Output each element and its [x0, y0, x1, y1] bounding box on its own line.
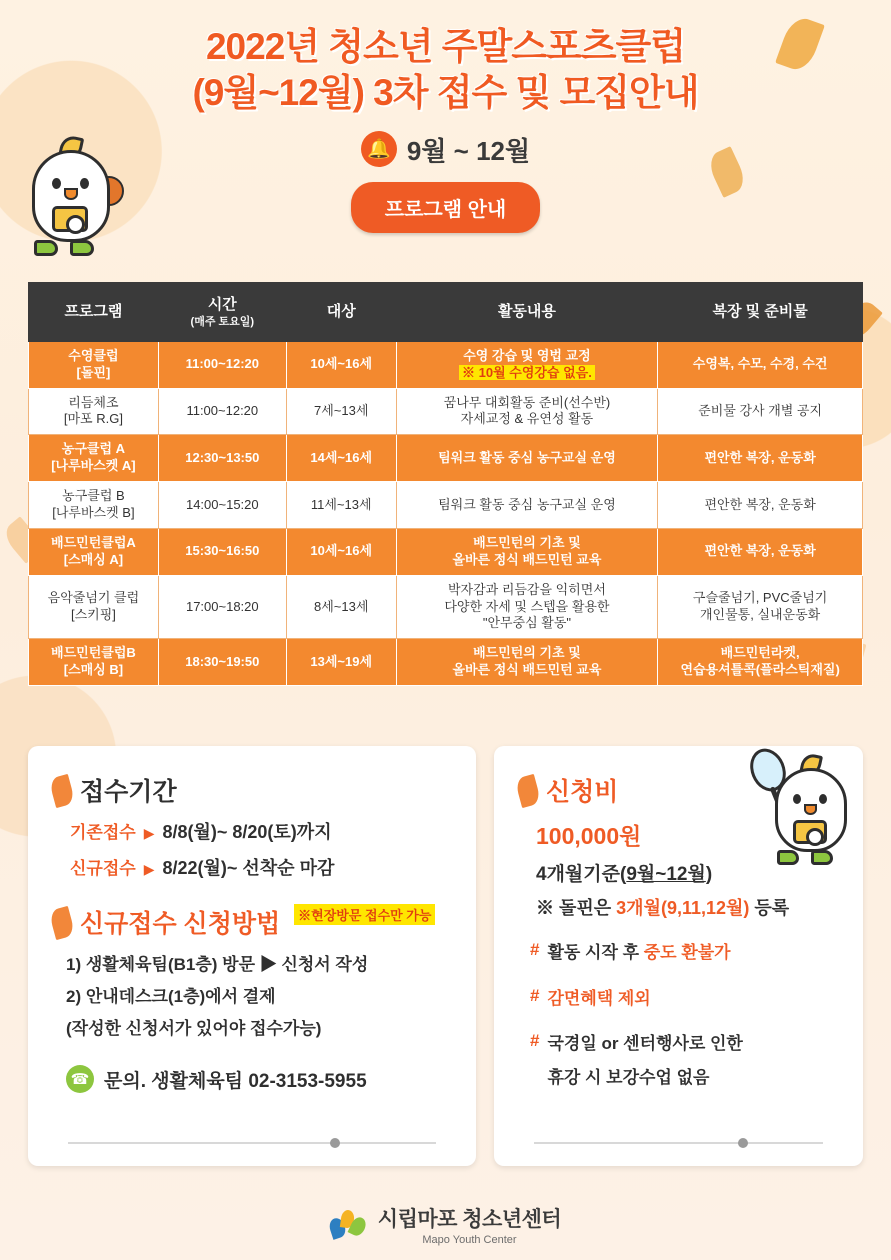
mascot-beak [804, 804, 817, 815]
col-program-label: 프로그램 [64, 303, 123, 321]
mascot-foot-left [777, 850, 799, 865]
fee-note-text: 활동 시작 후 중도 환불가 [547, 943, 731, 962]
existing-registration-label: 기존접수 [70, 823, 136, 842]
table-cell [29, 639, 159, 686]
fee-amount: 100,000원 [536, 823, 642, 849]
program-table [28, 282, 863, 686]
period-row [0, 131, 891, 168]
cell-main: 배드민턴클럽A [51, 534, 136, 550]
table-cell [286, 639, 396, 686]
camera-icon [793, 820, 827, 844]
cell-main: 팀워크 활동 중심 농구교실 운영 [438, 449, 616, 465]
new-registration-label: 신규접수 [70, 859, 136, 878]
table-cell [658, 575, 863, 639]
how-to-apply-heading [52, 904, 452, 940]
fee-dolphin-months: 3개월(9,11,12월) [616, 898, 750, 918]
mascot-foot-right [811, 850, 833, 865]
mascot-beak [64, 188, 78, 200]
table-cell [396, 435, 658, 482]
panel-divider [68, 1142, 436, 1144]
table-row [29, 435, 863, 482]
table-cell [658, 341, 863, 388]
cell-main: 수영복, 수모, 수경, 수건 [692, 356, 828, 372]
cell-main: 배드민턴의 기초 및 [473, 534, 581, 550]
fee-note-row [518, 940, 839, 966]
fee-dolphin-post: 등록 [749, 898, 790, 918]
col-target [286, 283, 396, 342]
fee-note-text: 감면혜택 제외 [547, 988, 651, 1008]
cell-main: 배드민턴의 기초 및 [473, 645, 581, 661]
table-cell [29, 341, 159, 388]
apply-step: 1) 생활체육팀(B1층) 방문 ▶ 신청서 작성 [66, 955, 369, 974]
cell-sub: ※ 10월 수영강습 없음. [401, 365, 654, 382]
table-cell [158, 528, 286, 575]
mascot-foot-left [34, 240, 58, 256]
fee-basis-pre: 4개월기준( [536, 864, 627, 885]
table-cell [158, 639, 286, 686]
table-cell [396, 575, 658, 639]
cell-main: 농구클럽 B [62, 488, 125, 504]
table-row [29, 575, 863, 639]
table-cell [158, 388, 286, 435]
title-line-2: (9월~12월) 3차 접수 및 모집안내 [192, 72, 699, 114]
cell-sub: [스키핑] [70, 607, 116, 623]
panel-divider [534, 1142, 823, 1144]
cell-main: 배드민턴클럽B [51, 645, 136, 661]
program-info-button[interactable]: 프로그램 안내 [351, 182, 540, 233]
col-gear-label: 복장 및 준비물 [712, 303, 808, 321]
table-row [29, 388, 863, 435]
table-cell [29, 482, 159, 529]
apply-steps-list [52, 950, 452, 1039]
mascot-basketball [8, 128, 126, 278]
cell-main: 편안한 복장, 운동화 [704, 543, 816, 559]
arrow-right-icon: ▶ [143, 861, 155, 877]
cell-main: 편안한 복장, 운동화 [704, 449, 816, 465]
cell-main: 준비물 강사 개별 공지 [698, 403, 823, 419]
col-time-label: 시간 [207, 296, 237, 313]
cell-main: 7세~13세 [313, 403, 369, 419]
cell-main: 11:00~12:20 [186, 403, 259, 419]
table-cell [286, 528, 396, 575]
cell-sub: "안무중심 활동" [482, 615, 572, 631]
table-cell [396, 482, 658, 529]
col-time [158, 283, 286, 342]
table-cell [286, 435, 396, 482]
cell-sub: 자세교정 & 유연성 활동 [460, 411, 594, 427]
table-cell [158, 435, 286, 482]
cell-main: 꿈나무 대회활동 준비(선수반) [443, 394, 611, 410]
col-target-label: 대상 [326, 303, 356, 321]
table-cell [286, 482, 396, 529]
cell-main: 13세~19세 [310, 653, 373, 669]
fee-note-row [518, 986, 839, 1012]
apply-step: (작성한 신청서가 있어야 접수가능) [66, 1019, 322, 1038]
registration-period-title: 접수기간 [80, 778, 177, 806]
cell-main: 농구클럽 A [61, 441, 126, 457]
cell-main: 11세~13세 [310, 496, 372, 512]
table-cell [158, 575, 286, 639]
fee-dolphin-note [518, 894, 839, 920]
table-header-row [29, 283, 863, 342]
cell-main: 15:30~16:50 [185, 543, 260, 559]
hash-icon: # [530, 1031, 540, 1050]
cell-main: 12:30~13:50 [185, 449, 260, 465]
program-table-container [28, 282, 863, 686]
cell-main: 14세~16세 [310, 449, 373, 465]
hash-icon: # [530, 940, 540, 959]
hash-icon: # [530, 985, 540, 1005]
cell-sub: 올바른 정식 배드민턴 교육 [452, 551, 602, 567]
table-header [29, 283, 863, 342]
table-cell [158, 482, 286, 529]
table-cell [396, 528, 658, 575]
contact-row [52, 1065, 452, 1093]
mascot-foot-right [70, 240, 94, 256]
cell-sub: 개인물통, 실내운동화 [699, 607, 821, 623]
cell-main: 8세~13세 [313, 598, 369, 614]
footer-name-kr: 시립마포 청소년센터 [377, 1208, 562, 1231]
fee-notes-list [518, 940, 839, 1090]
cell-main: 음악줄넘기 클럽 [47, 590, 140, 606]
poster-header [0, 0, 891, 233]
cell-main: 박자감과 리듬감을 익히면서 [447, 581, 606, 597]
onsite-only-badge: ※현장방문 접수만 가능 [294, 904, 435, 925]
cell-sub: [나루바스켓 A] [51, 458, 136, 474]
fee-note-text: 국경일 or 센터행사로 인한 휴강 시 보강수업 없음 [547, 1034, 743, 1087]
phone-icon: ☎ [66, 1065, 94, 1093]
table-row [29, 639, 863, 686]
bell-icon: 🔔 [361, 131, 397, 167]
cell-main: 리듬체조 [68, 394, 119, 410]
mascot-eye-right [819, 794, 827, 804]
cell-sub: 올바른 정식 배드민턴 교육 [452, 662, 602, 678]
table-row [29, 482, 863, 529]
contact-text: 문의. 생활체육팀 02-3153-5955 [104, 1070, 367, 1092]
col-time-sub: (매주 토요일) [190, 315, 255, 328]
page-title [0, 24, 891, 117]
col-program [29, 283, 159, 342]
title-line-1: 2022년 청소년 주말스포츠클럽 [205, 26, 686, 67]
col-gear [658, 283, 863, 342]
leaf-bullet-icon [48, 906, 75, 940]
fee-basis-months: 9월~12월 [626, 864, 706, 885]
cell-sub: [나루바스켓 B] [52, 505, 135, 521]
cell-main: 17:00~18:20 [185, 598, 259, 614]
table-body [29, 341, 863, 685]
cell-main: 18:30~19:50 [185, 653, 260, 669]
table-cell [396, 341, 658, 388]
mascot-eye-left [52, 178, 61, 189]
how-to-apply-title: 신규접수 신청방법 [80, 910, 281, 938]
table-cell [29, 575, 159, 639]
table-cell [658, 639, 863, 686]
cell-sub: 연습용셔틀콕(플라스틱재질) [680, 662, 840, 678]
table-cell [658, 482, 863, 529]
cell-sub: [스매싱 A] [63, 551, 124, 567]
mascot-eye-left [793, 794, 801, 804]
cell-sub: [마포 R.G] [63, 411, 123, 427]
mascot-eye-right [80, 178, 89, 189]
existing-registration-value: 8/8(월)~ 8/20(토)까지 [162, 822, 332, 842]
new-registration-row [52, 854, 452, 880]
period-text: 9월 ~ 12월 [406, 135, 531, 166]
fee-basis-post: ) [705, 864, 713, 885]
table-cell [286, 388, 396, 435]
cell-main: 팀워크 활동 중심 농구교실 운영 [438, 496, 616, 512]
fee-title: 신청비 [546, 778, 619, 806]
cell-main: 11:00~12:20 [185, 356, 259, 372]
mapo-logo-icon [330, 1208, 368, 1242]
table-cell [658, 528, 863, 575]
cell-main: 10세~16세 [310, 543, 373, 559]
fee-dolphin-pre: ※ 돌핀은 [536, 898, 617, 918]
cell-main: 10세~16세 [310, 356, 373, 372]
cell-main: 편안한 복장, 운동화 [704, 496, 816, 512]
footer-name-en: Mapo Youth Center [422, 1234, 517, 1246]
table-row [29, 528, 863, 575]
table-cell [658, 388, 863, 435]
leaf-bullet-icon [48, 774, 75, 808]
table-cell [286, 575, 396, 639]
apply-step: 2) 안내데스크(1층)에서 결제 [66, 987, 276, 1006]
registration-panel [28, 746, 476, 1166]
table-cell [29, 528, 159, 575]
footer-logo-text [378, 1203, 561, 1246]
cell-main: 배드민턴라켓, [720, 645, 800, 661]
existing-registration-row [52, 818, 452, 844]
cell-main: 14:00~15:20 [185, 496, 259, 512]
fee-note-row [518, 1031, 839, 1090]
table-cell [29, 388, 159, 435]
table-cell [396, 388, 658, 435]
table-row [29, 341, 863, 388]
cell-main: 수영클럽 [68, 347, 119, 363]
footer [0, 1203, 891, 1246]
new-registration-value: 8/22(월)~ 선착순 마감 [162, 858, 335, 878]
cell-main: 구슬줄넘기, PVC줄넘기 [692, 590, 828, 606]
col-activity-label: 활동내용 [497, 303, 556, 321]
info-panels [28, 746, 863, 1166]
table-cell [658, 435, 863, 482]
cell-sub: [돌핀] [76, 364, 111, 380]
cell-sub: [스매싱 B] [63, 662, 124, 678]
leaf-bullet-icon [514, 774, 541, 808]
table-cell [29, 435, 159, 482]
cell-main: 수영 강습 및 영법 교정 [463, 347, 591, 363]
table-cell [158, 341, 286, 388]
cell-sub: 다양한 자세 및 스텝을 활용한 [444, 598, 610, 614]
registration-period-heading [52, 772, 452, 808]
table-cell [286, 341, 396, 388]
camera-icon [52, 206, 88, 232]
mascot-badminton [745, 742, 875, 872]
arrow-right-icon: ▶ [143, 825, 155, 841]
table-cell [396, 639, 658, 686]
col-activity [396, 283, 658, 342]
